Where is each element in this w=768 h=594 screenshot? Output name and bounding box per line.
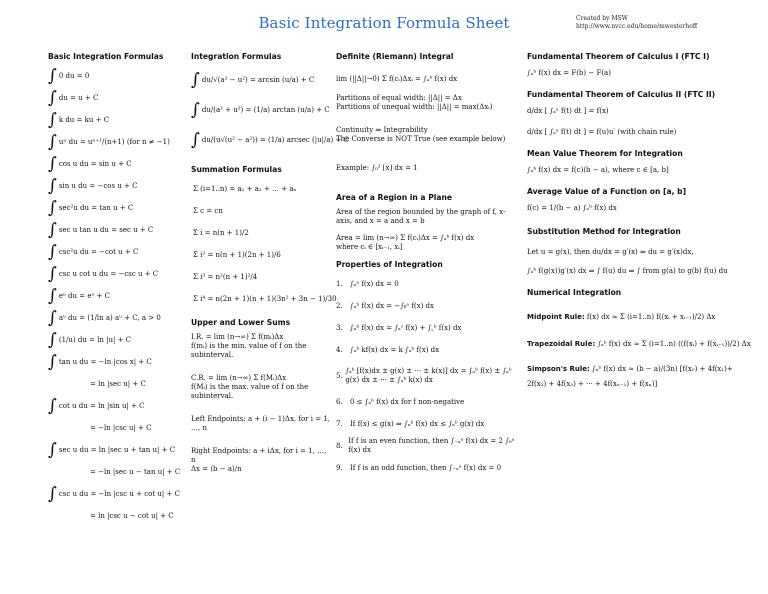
column-integration-formulas xyxy=(191,52,349,474)
integration-formula-row-text: du/(a² + u²) = (1/a) arctan (u/a) + C xyxy=(201,105,330,114)
formula-row xyxy=(48,461,188,483)
formula-row xyxy=(48,109,188,131)
property-row-text: ∫ₐᵃ f(x) dx = 0 xyxy=(350,279,399,288)
credit-block xyxy=(576,15,697,31)
trapezoidal-formula: ∫ₐᵇ f(x) dx ≈ Σ (i=1..n) ((f(xᵢ) + f(xᵢ₋₁))/2) Δx xyxy=(597,340,751,348)
section-heading-properties: Properties of Integration xyxy=(336,260,443,269)
credit-author: Created by MSW xyxy=(576,15,628,22)
summation-row xyxy=(191,288,337,310)
area-description: Area of the region bounded by the graph of f, x-axis, and x = a and x = b xyxy=(336,208,506,225)
ftc2-formula: d/dx [ ∫ₐˣ f(t) dt ] = f(x) xyxy=(527,107,609,115)
summation-row-text: Σ i = n(n + 1)/2 xyxy=(193,228,249,237)
mvt-formula: ∫ₐᵇ f(x) dx = f(c)(b − a), where c ∈ [a, b] xyxy=(527,166,669,174)
property-number: 2. xyxy=(336,301,343,310)
formula-list xyxy=(48,65,188,527)
formula-row-text: sec u du = ln |sec u + tan u| + C xyxy=(58,445,176,454)
formula-row xyxy=(48,219,188,241)
formula-row-text: uⁿ du = uⁿ⁺¹/(n+1) (for n ≠ −1) xyxy=(58,137,170,146)
integration-formula-list xyxy=(191,65,349,155)
integration-formula-row-text: du/√(a² − u²) = arcsin (u/a) + C xyxy=(201,75,315,84)
property-row-text: If f is an odd function, then ∫₋ₐᵃ f(x) dx = 0 xyxy=(350,463,502,472)
formula-row xyxy=(48,417,188,439)
simpsons-formula-line1: ∫ₐᵇ f(x) dx ≈ (b − a)/(3n) [f(x₀) + 4f(x₁)+ xyxy=(592,365,733,373)
lower-sum-note: f(mᵢ) is the min. value of f on the subinterval. xyxy=(191,342,307,359)
integral-sign: ∫ xyxy=(191,69,200,90)
equal-partitions: Partitions of equal width: ||Δ|| = Δx xyxy=(336,94,462,102)
integral-sign: ∫ xyxy=(48,87,57,108)
formula-row-text: sin u du = −cos u + C xyxy=(58,181,138,190)
integral-sign: ∫ xyxy=(48,285,57,306)
section-heading-substitution: Substitution Method for Integration xyxy=(527,227,681,236)
page-title: Basic Integration Formula Sheet xyxy=(258,14,510,32)
column-theorems xyxy=(527,52,751,389)
integral-sign: ∫ xyxy=(48,153,57,174)
midpoint-label: Midpoint Rule: xyxy=(527,313,585,321)
formula-row-text: tan u du = −ln |cos x| + C xyxy=(58,357,152,366)
formula-row xyxy=(48,439,188,461)
integration-formula-row xyxy=(191,125,349,155)
property-row xyxy=(336,361,516,391)
example: Example: ∫₀² ⌊x⌋ dx = 1 xyxy=(336,164,418,172)
formula-row-text: csc u cot u du = −csc u + C xyxy=(58,269,159,278)
integral-sign: ∫ xyxy=(48,483,57,504)
upper-sum: C.R. = lim (n→∞) Σ f(Mᵢ)Δx xyxy=(191,374,287,382)
integral-sign: ∫ xyxy=(48,263,57,284)
integral-sign: ∫ xyxy=(191,99,200,120)
summation-row xyxy=(191,200,331,222)
formula-row-text: 0 du = 0 xyxy=(58,71,90,80)
summation-row xyxy=(191,244,331,266)
summation-row xyxy=(191,266,331,288)
property-row xyxy=(336,273,516,295)
left-endpoints: Left Endpoints: a + (i − 1)Δx, for i = 1, …, n xyxy=(191,415,330,432)
property-row-text: ∫ₐᵇ [f(x)dx ± g(x) ± ··· ± k(x)] dx = ∫ₐᵇ f(x) ± ∫ₐᵇ g(x) dx ± ··· ± ∫ₐᵇ k(x) dx xyxy=(345,367,512,384)
substitution-step2: ∫ₐᵇ f(g(x))g′(x) dx ⇒ ∫ f(u) du ⇒ ∫ from g(a) to g(b) f(u) du xyxy=(527,267,728,275)
column-definite-integral xyxy=(336,52,516,479)
formula-row xyxy=(48,65,188,87)
formula-row xyxy=(48,197,188,219)
property-row-text: ∫ₐᵇ kf(x) dx = k ∫ₐᵇ f(x) dx xyxy=(350,345,440,354)
properties-list xyxy=(336,273,516,479)
integral-sign: ∫ xyxy=(48,175,57,196)
formula-row xyxy=(48,285,188,307)
section-heading-numerical: Numerical Integration xyxy=(527,288,622,297)
trapezoidal-label: Trapezoidal Rule: xyxy=(527,340,596,348)
integral-sign: ∫ xyxy=(48,307,57,328)
summation-row xyxy=(191,222,331,244)
formula-row xyxy=(48,395,188,417)
formula-row-text: du = u + C xyxy=(58,93,99,102)
integral-sign: ∫ xyxy=(48,329,57,350)
summation-row-text: Σ (i=1..n) = a₁ + a₂ + … + aₙ xyxy=(193,184,297,193)
formula-row-text: aᵘ du = (1/ln a) aᵘ + C, a > 0 xyxy=(58,313,161,322)
unequal-partitions: Partitions of unequal width: ||Δ|| = max(Δxᵢ) xyxy=(336,103,493,111)
property-number: 7. xyxy=(336,419,343,428)
section-heading-riemann: Definite (Riemann) Integral xyxy=(336,52,454,61)
section-heading-basic: Basic Integration Formulas xyxy=(48,52,164,61)
midpoint-formula: f(x) dx ≈ Σ (i=1..n) f((xᵢ + xᵢ₋₁)/2) Δx xyxy=(586,313,716,321)
formula-row-text: k du = ku + C xyxy=(58,115,110,124)
simpsons-rule xyxy=(527,365,742,374)
formula-row xyxy=(48,153,188,175)
summation-row-text: Σ i³ = n²(n + 1)²/4 xyxy=(193,272,258,281)
property-row-text: ∫ₐᵇ f(x) dx = −∫ᵦᵃ f(x) dx xyxy=(350,301,434,310)
formula-row xyxy=(48,131,188,153)
formula-row xyxy=(48,175,188,197)
credit-url: http://www.nvcc.edu/home/mwesterhoff xyxy=(576,23,698,30)
converse-note: The Converse is NOT True (see example below) xyxy=(336,135,506,143)
formula-row-text: cot u du = ln |sin u| + C xyxy=(58,401,145,410)
ftc2-chain-formula: d/dx [ ∫ₐᵘ f(t) dt ] = f(u)u′ (with chain rule) xyxy=(527,128,677,136)
integration-formula-row xyxy=(191,65,331,95)
formula-row-text: = −ln |csc u| + C xyxy=(90,423,152,432)
formula-row xyxy=(48,263,188,285)
formula-row-text: = ln |sec u| + C xyxy=(90,379,146,388)
formula-row-text: sec u tan u du = sec u + C xyxy=(58,225,154,234)
summation-row xyxy=(191,178,331,200)
integral-sign: ∫ xyxy=(48,219,57,240)
upper-sum-note: f(Mᵢ) is the max. value of f on the subinterval. xyxy=(191,383,309,400)
integral-sign: ∫ xyxy=(48,131,57,152)
continuity-note: Continuity ⇒ Integrability xyxy=(336,126,428,134)
riemann-definition: lim (||Δ||→0) Σ f(cᵢ)Δxᵢ = ∫ₐᵇ f(x) dx xyxy=(336,75,458,83)
property-row xyxy=(336,435,516,457)
section-heading-ftc2: Fundamental Theorem of Calculus II (FTC II) xyxy=(527,90,716,99)
formula-row-text: (1/u) du = ln |u| + C xyxy=(58,335,132,344)
summation-row-text: Σ c = cn xyxy=(193,206,223,215)
section-heading-upper-lower: Upper and Lower Sums xyxy=(191,318,291,327)
property-number: 1. xyxy=(336,279,343,288)
area-where: where cᵢ ∈ [xᵢ₋₁, xᵢ] xyxy=(336,243,403,251)
formula-row xyxy=(48,329,188,351)
midpoint-rule xyxy=(527,313,742,322)
ftc1-formula: ∫ₐᵇ f(x) dx = F(b) − F(a) xyxy=(527,69,611,77)
property-number: 6. xyxy=(336,397,343,406)
lower-sum: I.R. = lim (n→∞) Σ f(mᵢ)Δx xyxy=(191,333,284,341)
property-row xyxy=(336,295,516,317)
integral-sign: ∫ xyxy=(48,65,57,86)
section-heading-summation: Summation Formulas xyxy=(191,165,282,174)
substitution-step1: Let u = g(x), then du/dx = g′(x) ⇒ du = g′(x)dx, xyxy=(527,248,694,256)
summation-list xyxy=(191,178,337,310)
property-row-text: If f(x) ≤ g(x) ⇒ ∫ₐᵇ f(x) dx ≤ ∫ₐᵇ g(x) dx xyxy=(350,419,485,428)
formula-row xyxy=(48,505,188,527)
formula-row xyxy=(48,307,188,329)
simpsons-label: Simpson's Rule: xyxy=(527,365,590,373)
property-row-text: 0 ≤ ∫ₐᵇ f(x) dx for f non-negative xyxy=(350,397,465,406)
integral-sign: ∫ xyxy=(48,109,57,130)
section-heading-average: Average Value of a Function on [a, b] xyxy=(527,187,687,196)
property-row xyxy=(336,413,516,435)
section-heading-ftc1: Fundamental Theorem of Calculus I (FTC I) xyxy=(527,52,710,61)
integral-sign: ∫ xyxy=(191,129,200,150)
trapezoidal-rule xyxy=(527,340,751,349)
average-formula: f(c) = 1/(b − a) ∫ₐᵇ f(x) dx xyxy=(527,204,617,212)
property-number: 8. xyxy=(336,441,343,450)
formula-row xyxy=(48,373,188,395)
property-number: 4. xyxy=(336,345,343,354)
formula-row xyxy=(48,87,188,109)
summation-row-text: Σ i² = n(n + 1)(2n + 1)/6 xyxy=(193,250,281,259)
formula-row-text: csc²u du = −cot u + C xyxy=(58,247,139,256)
integral-sign: ∫ xyxy=(48,241,57,262)
property-row xyxy=(336,391,516,413)
integral-sign: ∫ xyxy=(48,439,57,460)
property-row xyxy=(336,317,516,339)
property-row xyxy=(336,339,516,361)
property-number: 3. xyxy=(336,323,343,332)
section-heading-integration: Integration Formulas xyxy=(191,52,282,61)
formula-row-text: sec²u du = tan u + C xyxy=(58,203,134,212)
property-number: 5. xyxy=(336,371,343,380)
integration-formula-row-text: du/(u√(u² − a²)) = (1/a) arcsec (|u|/a) + C xyxy=(201,135,349,144)
formula-row xyxy=(48,241,188,263)
property-row-text: ∫ₐᵇ f(x) dx = ∫ₐᶜ f(x) + ∫꜀ᵇ f(x) dx xyxy=(350,323,462,332)
integral-sign: ∫ xyxy=(48,395,57,416)
property-row xyxy=(336,457,516,479)
section-heading-mvt: Mean Value Theorem for Integration xyxy=(527,149,683,158)
formula-row-text: = −ln |sec u − tan u| + C xyxy=(90,467,181,476)
integral-sign: ∫ xyxy=(48,351,57,372)
summation-row-text: Σ i⁴ = n(2n + 1)(n + 1)(3n² + 3n − 1)/30 xyxy=(193,294,337,303)
area-formula: Area = lim (n→∞) Σ f(cᵢ)Δx = ∫ₐᵇ f(x) dx xyxy=(336,234,475,242)
right-endpoints: Right Endpoints: a + iΔx, for i = 1, …, n xyxy=(191,447,327,464)
formula-row-text: csc u du = −ln |csc u + cot u| + C xyxy=(58,489,180,498)
simpsons-formula-line2: 2f(x₂) + 4f(x₃) + ··· + 4f(xₙ₋₁) + f(xₙ)] xyxy=(527,380,658,388)
formula-row-text: cos u du = sin u + C xyxy=(58,159,132,168)
delta-x: Δx = (b − a)/n xyxy=(191,465,242,473)
formula-row xyxy=(48,483,188,505)
formula-row-text: = ln |csc u − cot u| + C xyxy=(90,511,174,520)
property-number: 9. xyxy=(336,463,343,472)
integration-formula-row xyxy=(191,95,331,125)
column-basic-formulas xyxy=(48,52,188,527)
section-heading-area: Area of a Region in a Plane xyxy=(336,193,453,202)
integral-sign: ∫ xyxy=(48,197,57,218)
property-row-text: If f is an even function, then ∫₋ₐᵃ f(x) dx = 2 ∫₀ᵃ f(x) dx xyxy=(348,437,515,454)
formula-row xyxy=(48,351,188,373)
formula-row-text: eᵘ du = eᵘ + C xyxy=(58,291,110,300)
